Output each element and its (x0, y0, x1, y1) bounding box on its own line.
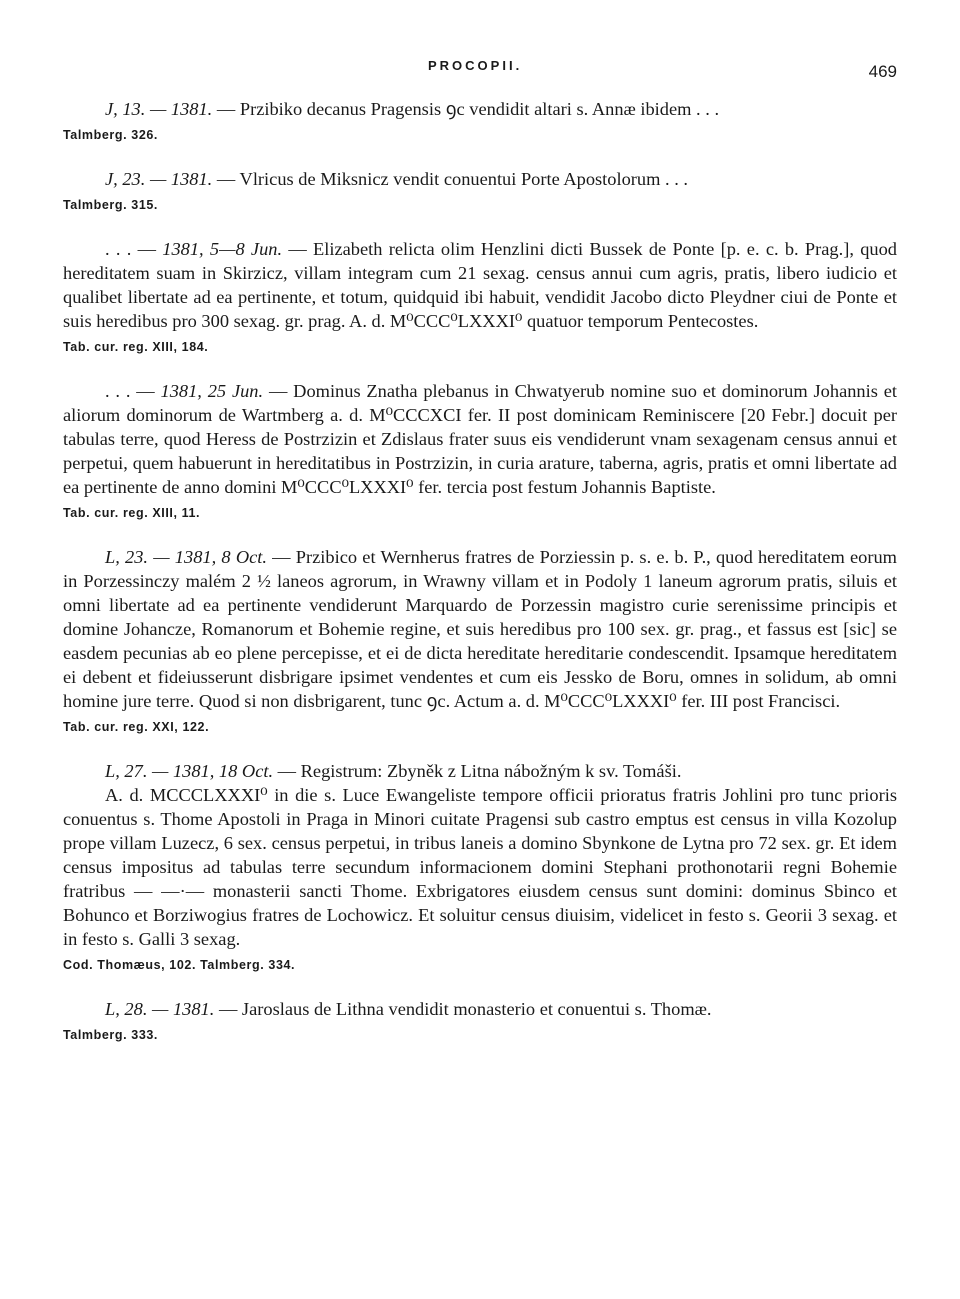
entry-text-continuation: A. d. MCCCLXXXI⁰ in die s. Luce Ewangeliste tempore officii prioratus fratris Johlini pro tunc prioris conuentus s. Thome Apostoli in Praga in Minori cuitate Pragensi sub castro emptus est census in villa Kozolup prope villam Luzecz, 6 sex. census perpetui, in tribus laneis a domino Sbynkone de Lytna pro 72 sex. gr. Et idem census impositus ad tabulas terre secundum informacionem domini Stephani prothonotarii regni Bohemie fratribus — —·— monasterii sancti Thome. Exbrigatores eiusdem census sunt domini: dominus Sbinco et Bohunco et Borziwogius fratres de Lochowicz. Et soluitur census diuisim, videlicet in festo s. Georii 3 sexag. et in festo s. Galli 3 sexag. (63, 785, 897, 949)
entry-text (63, 997, 897, 1021)
entry-body: — Jaroslaus de Lithna vendidit monasterio et conuentui s. Thomæ. (214, 999, 712, 1019)
entry-date: 1381, 25 Jun. (160, 381, 264, 401)
entry-text (63, 167, 897, 191)
entry-text (63, 379, 897, 499)
running-title: PROCOPII. (428, 58, 523, 73)
entry-body: — Elizabeth relicta olim Henzlini dicti Bussek de Ponte [p. e. c. b. Prag.], quod hereditatem suam in Skirzicz, villam integram cum 21 sexag. census annui cum agris, pratis, libero iudicio et qualibet libertate ad ea pertinente, et totum, quidquid ibi habuit, vendidit Jacobo dicto Pleydner ciui de Ponte et suis heredibus pro 300 sexag. gr. prag. A. d. M⁰CCC⁰LXXXI⁰ quatuor temporum Pentecostes. (63, 239, 897, 331)
entry-date: L, 27. — 1381, 18 Oct. (105, 761, 274, 781)
entry-source: Cod. Thomæus, 102. Talmberg. 334. (63, 958, 296, 972)
entry (63, 379, 897, 523)
entry (63, 97, 897, 145)
entry-body: — Vlricus de Miksnicz vendit conuentui Porte Apostolorum . . . (212, 169, 689, 189)
entry (63, 997, 897, 1045)
entry-date-prefix: . . . — (105, 381, 161, 401)
entry-source: Talmberg. 333. (63, 1028, 159, 1042)
entry-text (63, 545, 897, 713)
entries-list (63, 97, 897, 1067)
entry (63, 237, 897, 357)
entry-source: Talmberg. 315. (63, 198, 159, 212)
entry (63, 167, 897, 215)
entry-text (63, 759, 897, 783)
entry-text (63, 97, 897, 121)
entry-date: 1381, 5—8 Jun. (162, 239, 283, 259)
entry (63, 759, 897, 975)
entry-date: J, 13. — 1381. (105, 99, 213, 119)
entry-body: — Registrum: Zbyněk z Litna nábožným k sv. Tomáši. (273, 761, 682, 781)
entry-date: J, 23. — 1381. (105, 169, 213, 189)
entry-source: Tab. cur. reg. XIII, 11. (63, 506, 201, 520)
page-number: 469 (868, 62, 897, 81)
entry-date: L, 28. — 1381. (105, 999, 215, 1019)
entry (63, 545, 897, 737)
entry-text (63, 237, 897, 333)
entry-body: — Przibico et Wernherus fratres de Porziessin p. s. e. b. P., quod hereditatem eorum in Porzessinczy malém 2 ½ laneos agrorum, in Wrawny villam et in Podoly 1 laneum agrorum pratis, siluis et omni libertate ad ea pertinente vendiderunt Marquardo de Porzessin magistro curie serenissime principis et domine Johancze, Romanorum et Bohemie regine, et suis heredibus pro 100 sex. gr. prag., et fassus est [sic] se easdem pecunias ab eo plene percepisse, et ei de dicta hereditate hereditarie condescendit. Ipsamque hereditatem ei debent et fideiusserunt disbrigare ipsimet vendentes et cum eis Jessko de Boru, omnes in solidum, ab omni homine jure terre. Quod si non disbrigarent, tunc ꝯc. Actum a. d. M⁰CCC⁰LXXXI⁰ fer. III post Francisci. (63, 547, 897, 711)
entry-source: Tab. cur. reg. XXI, 122. (63, 720, 210, 734)
entry-body: — Dominus Znatha plebanus in Chwatyerub nomine suo et dominorum Johannis et aliorum dominorum de Wartmberg a. d. M⁰CCCXCI fer. II post dominicam Reminiscere [20 Febr.] docuit per tabulas terre, quod Heress de Postrzizin et Zdislaus frater suus eis vendiderunt vnam sexagenam census annui et perpetui, quem habuerunt in hereditatibus in Postrzizin, in curia arature, taberna, agris, pratis et omni libertate ad ea pertinente de anno domini M⁰CCC⁰LXXXI⁰ fer. tercia post festum Johannis Baptiste. (63, 381, 897, 497)
entry-date: L, 23. — 1381, 8 Oct. (105, 547, 267, 567)
entry-body: — Przibiko decanus Pragensis ꝯc vendidit altari s. Annæ ibidem . . . (212, 99, 720, 119)
entry-source: Talmberg. 326. (63, 128, 159, 142)
entry-date-prefix: . . . — (105, 239, 163, 259)
entry-source: Tab. cur. reg. XIII, 184. (63, 340, 209, 354)
